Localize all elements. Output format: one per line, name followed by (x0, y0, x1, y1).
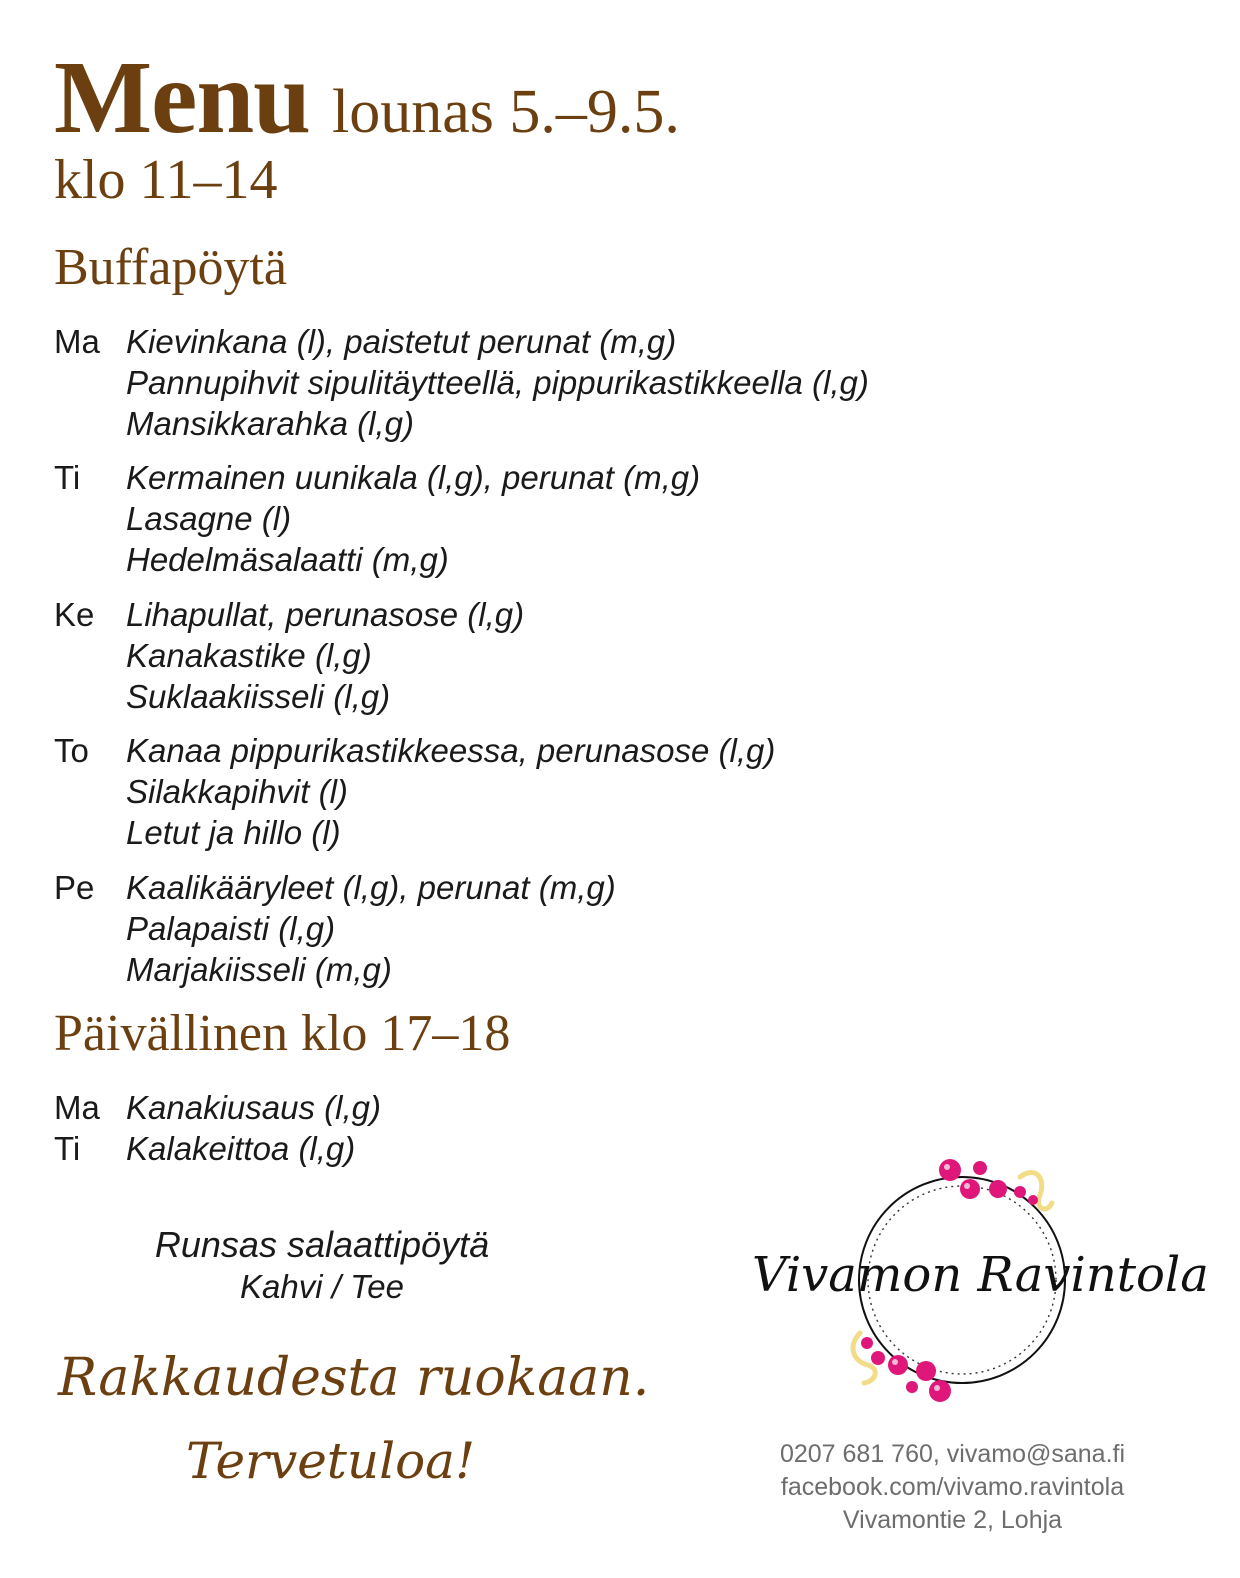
extras-block (62, 1224, 582, 1306)
contact-info (760, 1438, 1145, 1537)
day-label: Ma (54, 323, 100, 360)
day-label: Ti (54, 1130, 81, 1167)
slogan-text: Rakkaudesta ruokaan. (58, 1348, 650, 1408)
menu-title: Menu (54, 40, 310, 155)
day-label: Ti (54, 459, 81, 496)
contact-address: Vivamontie 2, Lohja (842, 1506, 1063, 1534)
menu-item: Palapaisti (l,g) (126, 910, 336, 947)
day-label: Ke (54, 596, 95, 633)
menu-item: Mansikkarahka (l,g) (126, 405, 414, 442)
drinks-text: Kahvi / Tee (240, 1268, 404, 1305)
menu-item: Kaalikääryleet (l,g), perunat (m,g) (126, 869, 616, 906)
menu-header (54, 38, 680, 157)
menu-item: Kanakiusaus (l,g) (126, 1089, 381, 1126)
restaurant-logo (752, 1155, 1209, 1405)
menu-item: Kalakeittoa (l,g) (126, 1130, 356, 1167)
menu-item: Letut ja hillo (l) (126, 814, 341, 851)
menu-week-subtitle: lounas 5.–9.5. (332, 78, 680, 146)
menu-item: Pannupihvit sipulitäytteellä, pippurikastikkeella (l,g) (126, 364, 869, 401)
dinner-section-title: Päivällinen klo 17–18 (54, 1005, 511, 1062)
menu-item: Lasagne (l) (126, 500, 292, 537)
contact-facebook: facebook.com/vivamo.ravintola (780, 1473, 1125, 1501)
menu-item: Suklaakiisseli (l,g) (126, 678, 391, 715)
day-label: Pe (54, 869, 95, 906)
welcome-text: Tervetuloa! (186, 1432, 476, 1490)
lunch-hours: klo 11–14 (54, 149, 278, 211)
menu-item: Kievinkana (l), paistetut perunat (m,g) (126, 323, 677, 360)
menu-item: Kanaa pippurikastikkeessa, perunasose (l,g) (126, 732, 776, 769)
day-label: Ma (54, 1089, 100, 1126)
day-label: To (54, 732, 89, 769)
menu-item: Marjakiisseli (m,g) (126, 951, 392, 988)
menu-item: Hedelmäsalaatti (m,g) (126, 541, 449, 578)
contact-phone-email: 0207 681 760, vivamo@sana.fi (779, 1440, 1126, 1468)
buffet-section-title: Buffapöytä (54, 239, 287, 296)
menu-item: Kermainen uunikala (l,g), perunat (m,g) (126, 459, 701, 496)
salad-bar-text: Runsas salaattipöytä (154, 1224, 490, 1265)
menu-item: Kanakastike (l,g) (126, 637, 372, 674)
logo-text: Vivamon Ravintola (752, 1247, 1209, 1303)
menu-item: Lihapullat, perunasose (l,g) (126, 596, 525, 633)
menu-item: Silakkapihvit (l) (126, 773, 348, 810)
